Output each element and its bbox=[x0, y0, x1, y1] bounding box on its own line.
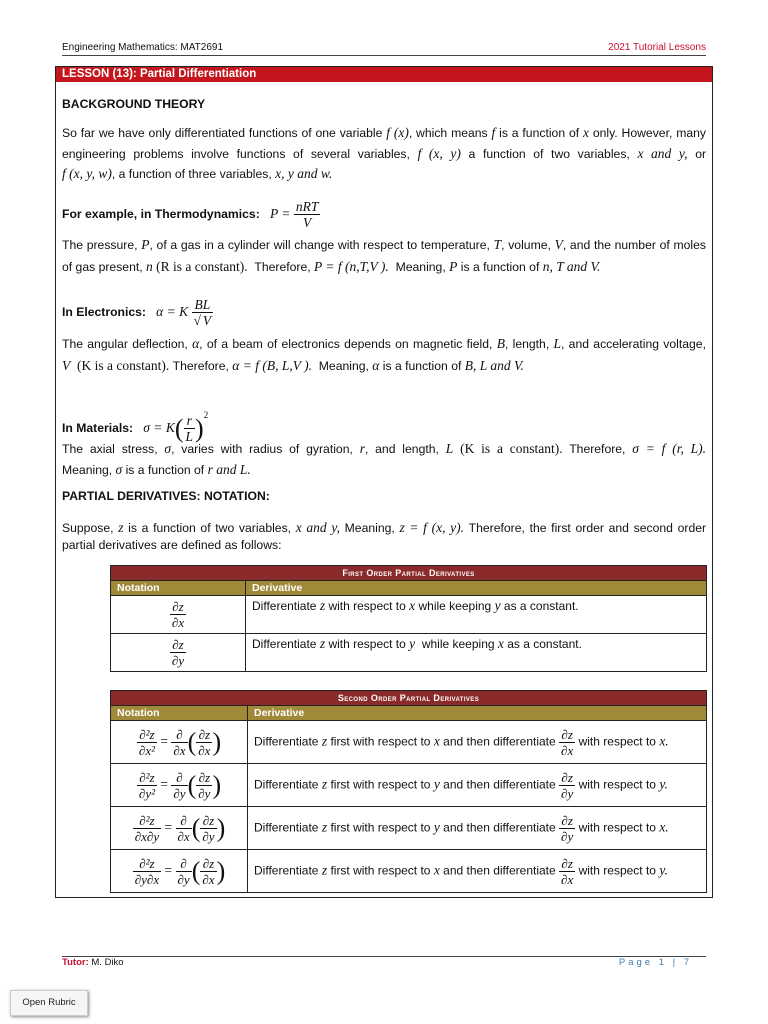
table1-col-notation: Notation bbox=[111, 581, 246, 596]
notation-line-1: Suppose, z is a function of two variables, x and y, Meaning, z = f (x, y). Therefore, the first order and second order bbox=[62, 520, 707, 535]
background-heading: BACKGROUND THEORY bbox=[62, 97, 206, 111]
thermo-line-1: The pressure, P, of a gas in a cylinder will change with respect to temperature, T, volume, V, and the number of moles bbox=[62, 237, 706, 252]
table-row: $\frac{\partial z}{\partial x}$ Differentiate z with respect to x while keeping y as a constant. bbox=[111, 596, 707, 634]
series-title: 2021 Tutorial Lessons bbox=[608, 42, 706, 53]
materials-line-1: The axial stress, σ, varies with radius of gyration, r, and length, L (K is a constant). Therefore, σ = f (r, L). bbox=[62, 441, 707, 456]
table2-col-notation: Notation bbox=[111, 706, 248, 721]
table1-col-derivative: Derivative bbox=[246, 581, 707, 596]
second-order-table bbox=[110, 690, 707, 893]
open-rubric-button[interactable]: Open Rubric bbox=[10, 990, 88, 1016]
page-number: Page 1 | 7 bbox=[618, 957, 692, 968]
notation-heading: PARTIAL DERIVATIVES: NOTATION: bbox=[62, 489, 270, 503]
first-order-table bbox=[110, 565, 707, 672]
notation-line-2: partial derivatives are defined as follows: bbox=[62, 538, 282, 552]
electronics-line-2: V (K is a constant). Therefore, α = f (B, L,V ). Meaning, α is a function of B, L and V. bbox=[62, 358, 524, 373]
page-footer bbox=[62, 956, 706, 969]
lesson-title: LESSON (13): Partial Differentiation bbox=[56, 67, 712, 82]
background-line-2: engineering problems involve functions of several variables, f (x, y) a function of two variables, x and y, or bbox=[62, 146, 707, 161]
table1-caption: First Order Partial Derivatives bbox=[111, 566, 707, 581]
background-line-3: f (x, y, w), a function of three variables, x, y and w. bbox=[62, 166, 333, 181]
table-row: $\frac{\text{∂²z}}{\partial y\partial x}$ = $\frac{\partial}{\partial y}$ ( $\frac{\partial z}{\partial x}$ ) Differentiate z first with respect to x and then differentiate $\frac{\partial z}{\partial x}$ with respect to y. bbox=[111, 850, 707, 893]
materials-line-2: Meaning, σ is a function of r and L. bbox=[62, 462, 251, 477]
page-header bbox=[62, 42, 706, 56]
thermo-formula: For example, in Thermodynamics: P = $\frac{\text{nRT}}{V}$ bbox=[62, 199, 319, 231]
electronics-formula: In Electronics: α = K $\frac{BL}{√ V}$ bbox=[62, 297, 212, 329]
thermo-line-2: of gas present, n (R is a constant). Therefore, P = f (n,T,V ). Meaning, P is a function of n, T and V. bbox=[62, 259, 601, 274]
tutor: Tutor: M. Diko bbox=[62, 957, 124, 968]
table-row: $\frac{\text{∂²z}}{\partial x\partial y}$ = $\frac{\partial}{\partial x}$ ( $\frac{\partial z}{\partial y}$ ) Differentiate z first with respect to y and then differentiate $\frac{\partial z}{\partial y}$ with respect to x. bbox=[111, 807, 707, 850]
table-row: $\frac{\text{∂²z}}{\text{∂x²}}$ = $\frac{\partial}{\partial x}$ ( $\frac{\partial z}{\partial x}$ ) Differentiate z first with respect to x and then differentiate $\frac{\partial z}{\partial x}$ with respect to x. bbox=[111, 721, 707, 764]
electronics-line-1: The angular deflection, α, of a beam of electronics depends on magnetic field, B, length, L, and accelerating voltage, bbox=[62, 336, 706, 351]
background-line-1: So far we have only differentiated functions of one variable f (x), which means f is a function of x only. However, many bbox=[62, 125, 707, 140]
course-title: Engineering Mathematics: MAT2691 bbox=[62, 42, 224, 53]
table2-col-derivative: Derivative bbox=[248, 706, 707, 721]
table-row: $\frac{\text{∂²z}}{\text{∂y²}}$ = $\frac{\partial}{\partial y}$ ( $\frac{\partial z}{\partial y}$ ) Differentiate z first with respect to y and then differentiate $\frac{\partial z}{\partial y}$ with respect to y. bbox=[111, 764, 707, 807]
materials-formula: In Materials: σ = K( $\frac{r}{L}$ )$^2$ bbox=[62, 410, 209, 445]
table-row: $\frac{\partial z}{\partial y}$ Differentiate z with respect to y while keeping x as a constant. bbox=[111, 634, 707, 672]
table2-caption: Second Order Partial Derivatives bbox=[111, 691, 707, 706]
